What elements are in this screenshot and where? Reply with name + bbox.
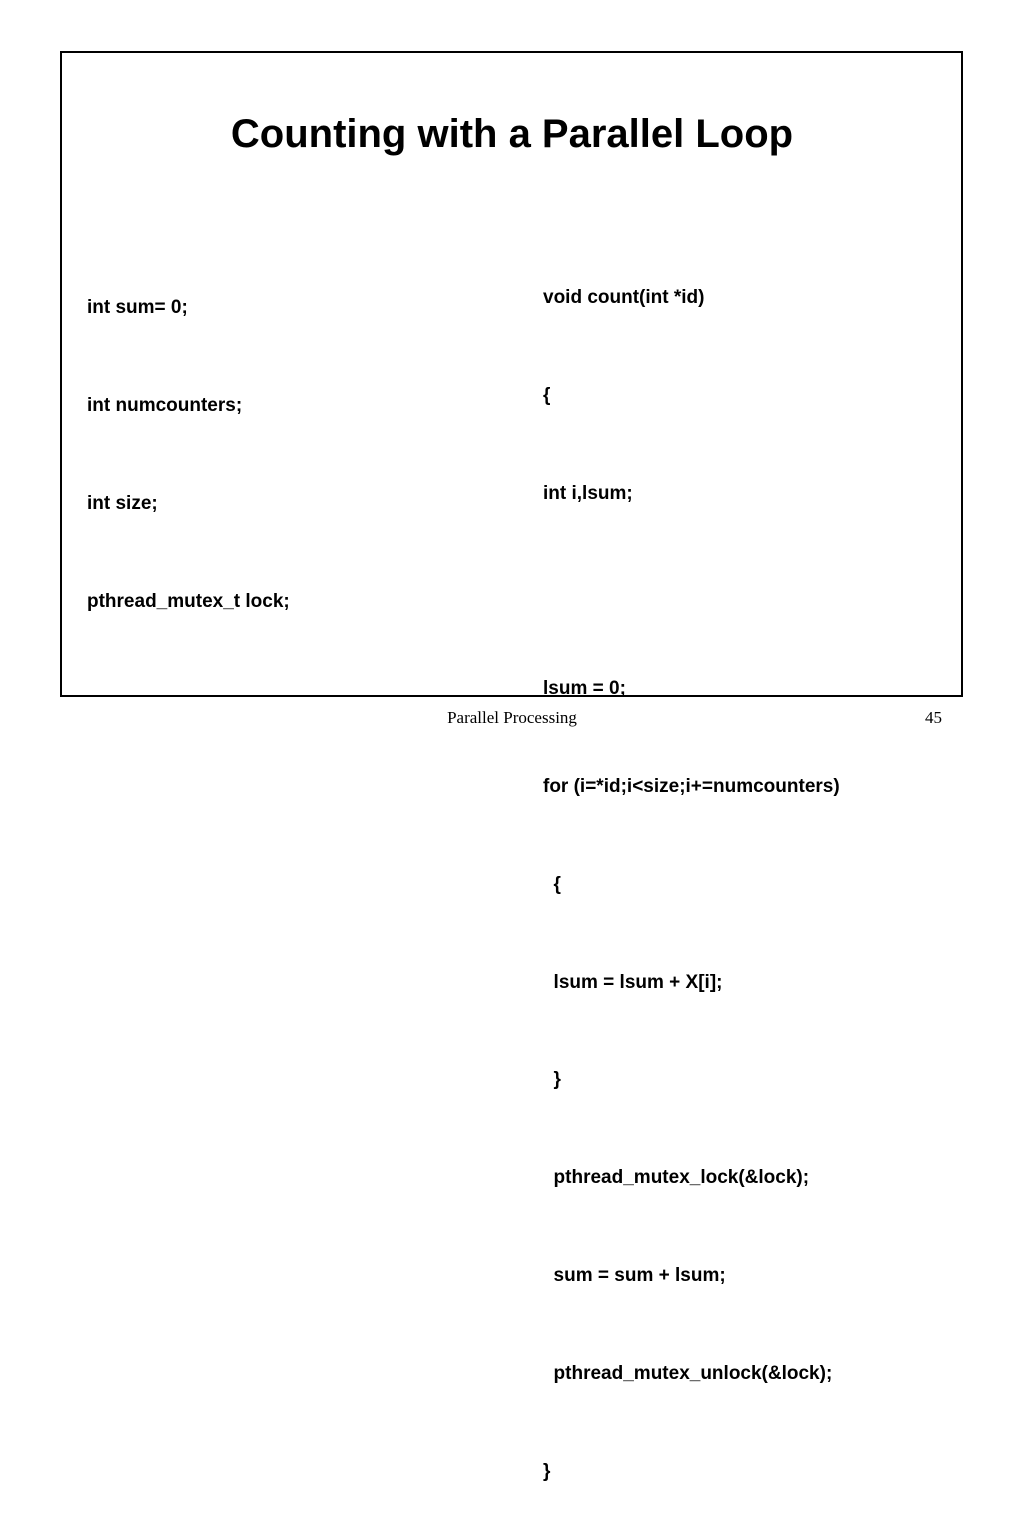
code-line: } (543, 1069, 561, 1091)
code-line: pthread_mutex_lock(&lock); (543, 1167, 810, 1189)
code-line: pthread_mutex_unlock(&lock); (543, 1362, 833, 1384)
code-line: { (543, 873, 561, 895)
code-line: void count(int *id) (543, 287, 705, 309)
code-line: for (i=*id;i<size;i+=numcounters) (543, 776, 840, 798)
slide-title: Counting with a Parallel Loop (230, 112, 794, 156)
code-line: int i,lsum; (543, 482, 633, 504)
code-line: } (543, 1460, 551, 1482)
code-line: { (543, 384, 551, 406)
code-line: pthread_mutex_t lock; (87, 590, 290, 612)
code-line-blank (543, 576, 840, 609)
code-line: sum = sum + lsum; (543, 1265, 726, 1286)
code-line: int size; (87, 492, 158, 514)
footer-course-title: Parallel Processing (447, 708, 577, 727)
code-line: lsum = lsum + X[i]; (543, 971, 723, 993)
page-number: 45 (925, 708, 942, 727)
code-line: int numcounters; (87, 394, 243, 416)
code-line: int sum= 0; (87, 297, 188, 319)
code-line: lsum = 0; (543, 678, 626, 700)
global-declarations-code (87, 227, 290, 651)
count-function-code (543, 217, 840, 1521)
